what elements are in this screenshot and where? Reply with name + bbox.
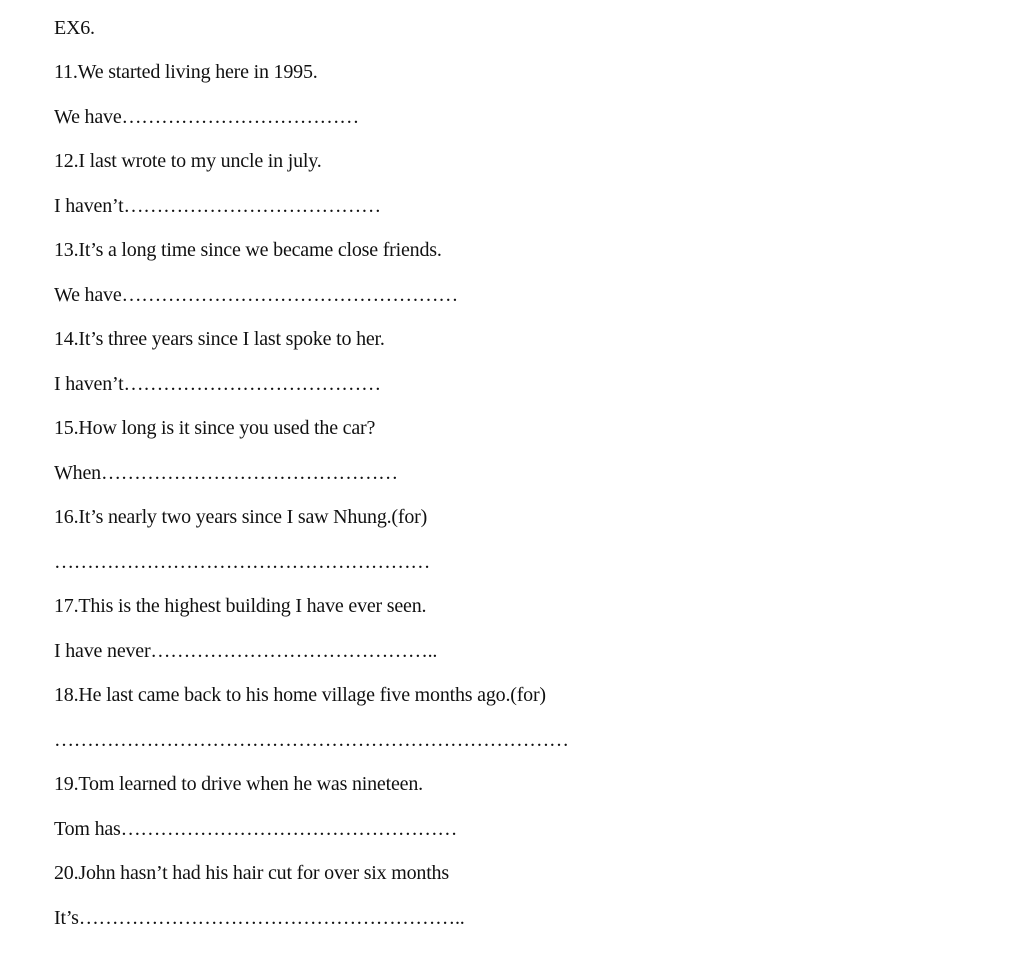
answer-line-15: When……………………………………… — [54, 461, 398, 484]
question-16: 16.It’s nearly two years since I saw Nhung.(for) — [54, 506, 428, 528]
question-17: 17.This is the highest building I have ever seen. — [54, 595, 427, 617]
answer-line-11: We have……………………………… — [54, 105, 360, 128]
answer-line-18: …………………………………………………………………… — [54, 728, 569, 751]
answer-line-16: ………………………………………………… — [54, 550, 431, 573]
question-12: 12.I last wrote to my uncle in july. — [54, 150, 322, 172]
question-11: 11.We started living here in 1995. — [54, 61, 318, 83]
question-15: 15.How long is it since you used the car? — [54, 417, 376, 439]
answer-line-13: We have…………………………………………… — [54, 283, 459, 306]
answer-line-20: It’s………………………………………………….. — [54, 906, 465, 929]
question-19: 19.Tom learned to drive when he was nineteen. — [54, 773, 423, 795]
exercise-sheet — [54, 16, 994, 950]
answer-line-14: I haven’t………………………………… — [54, 372, 381, 395]
exercise-title: EX6. — [54, 17, 95, 39]
question-20: 20.John hasn’t had his hair cut for over six months — [54, 862, 449, 884]
answer-line-17: I have never…………………………………….. — [54, 639, 438, 662]
question-13: 13.It’s a long time since we became close friends. — [54, 239, 442, 261]
answer-line-19: Tom has…………………………………………… — [54, 817, 458, 840]
question-14: 14.It’s three years since I last spoke to her. — [54, 328, 385, 350]
question-18: 18.He last came back to his home village five months ago.(for) — [54, 684, 546, 706]
answer-line-12: I haven’t………………………………… — [54, 194, 381, 217]
